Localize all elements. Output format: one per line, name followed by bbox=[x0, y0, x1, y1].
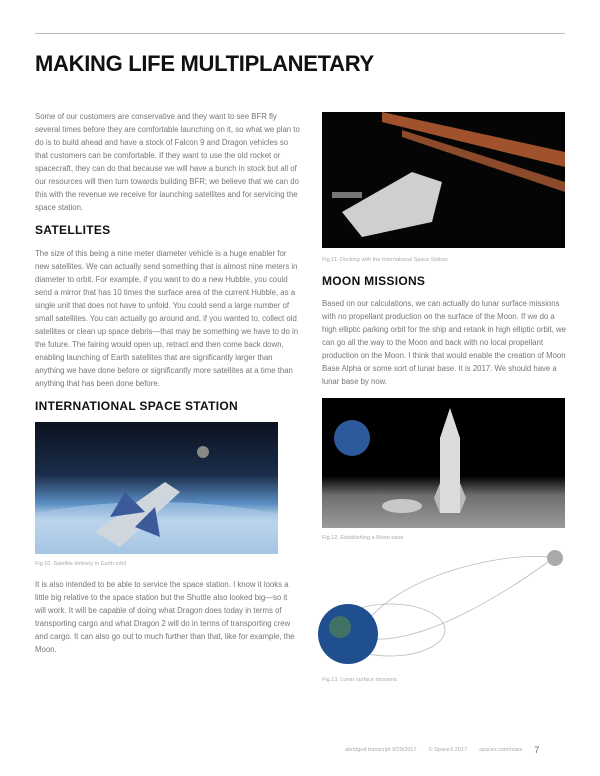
top-rule bbox=[35, 33, 565, 34]
footer-url[interactable]: spacex.com/mars bbox=[479, 747, 523, 753]
satellites-paragraph: The size of this being a nine meter diameter vehicle is a huge enabler for new satellites. We can actually send something that is almost nine meters in diameter to orbit. For example, if you want to do a new Hubble, you could send a mirror that has 10 times the surface area of the current Hubble, as a single unit that does not have to unfold. You could send a large number of small satellites. You can actually go around and, if you wanted to, collect old satellites or clean up space debris—that may be something we have to do in the future. The fairing would open up, retract and then come back down, enabling launching of Earth satellites that are significantly larger than anything we have done before or significantly more satellites at a time than anything that has been done before. bbox=[35, 249, 299, 388]
right-column bbox=[322, 112, 567, 684]
lunar-orbit-diagram bbox=[300, 542, 567, 672]
fig11-caption: Fig.11. Docking with the International Space Station bbox=[322, 257, 448, 263]
satellite-delivery-image bbox=[35, 422, 278, 554]
page-footer bbox=[345, 745, 539, 755]
iss-heading: INTERNATIONAL SPACE STATION bbox=[35, 399, 238, 413]
moon-heading: MOON MISSIONS bbox=[322, 274, 426, 288]
fig13-caption: Fig.13. Lunar surface missions bbox=[322, 677, 397, 683]
moon-paragraph: Based on our calculations, we can actually do lunar surface missions with no propellant production on the surface of the Moon. If we do a high elliptic parking orbit for the ship and retank in high elliptic orbit, we can go all the way to the Moon and back with no local propellant production on the Moon. I think that would enable the creation of Moon Base Alpha or some sort of lunar base. It is 2017. We should have a lunar base by now. bbox=[322, 299, 567, 386]
footer-copyright: © SpaceX 2017 bbox=[428, 747, 468, 753]
fig10-caption: Fig.10. Satellite delivery in Earth orbit bbox=[35, 561, 127, 567]
intro-paragraph: Some of our customers are conservative and they want to see BFR fly several times before they are comfortable launching on it, so what we plan to do is to build ahead and have a stock of Falcon 9 and Dragon vehicles so that customers can be comfortable. If they want to use the old rocket or spacecraft, they can do that because we will have a bunch in stock but all of our resources will then turn towards building BFR; we believe that we can do this with the revenue we receive for launching satellites and for servicing the space station. bbox=[35, 112, 300, 212]
moon-icon bbox=[547, 550, 563, 566]
fig12-caption: Fig.12. Establishing a Moon base bbox=[322, 535, 404, 541]
left-column bbox=[35, 110, 300, 656]
satellites-heading: SATELLITES bbox=[35, 223, 111, 237]
iss-paragraph: It is also intended to be able to service the space station. I know it looks a little big relative to the space station but the Shuttle also looked big—so it will work. It will be capable of doing what Dragon does today in terms of transporting cargo and what Dragon 2 will do in terms of transporting crew and cargo. It can also go out to much further than that, like for example, the Moon. bbox=[35, 580, 295, 654]
page-number: 7 bbox=[534, 745, 540, 755]
iss-docking-image bbox=[322, 112, 565, 248]
page-title: MAKING LIFE MULTIPLANETARY bbox=[35, 51, 374, 76]
moon-base-image bbox=[322, 398, 565, 528]
footer-transcript: abridged transcript 9/29/2017 bbox=[345, 747, 417, 753]
